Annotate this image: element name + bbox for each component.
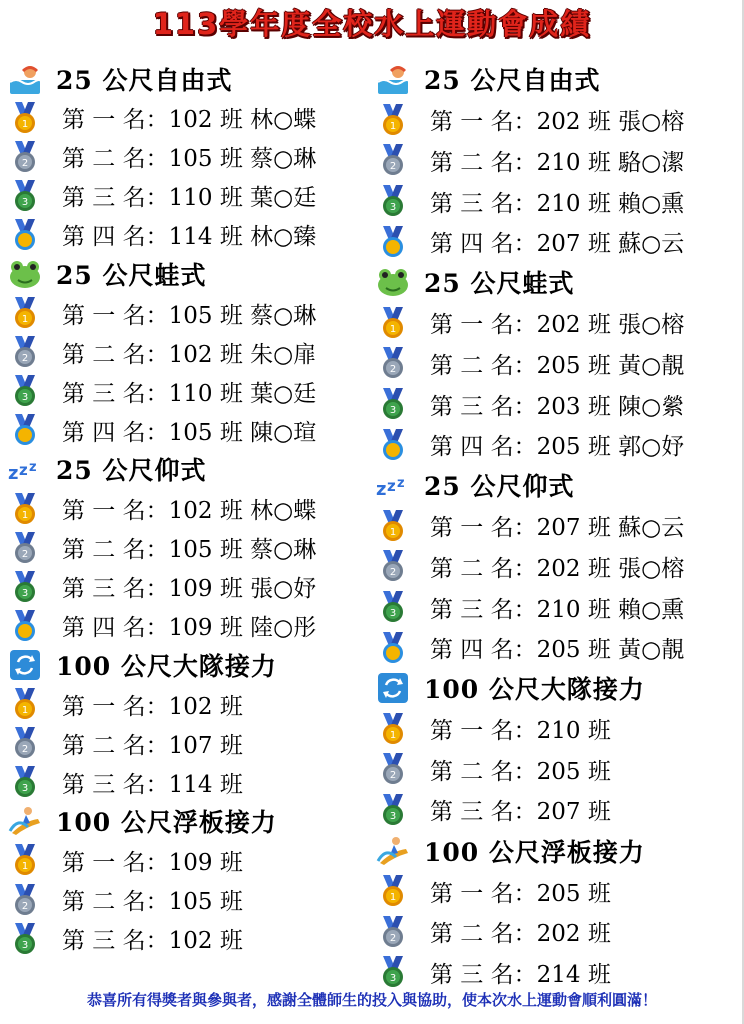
result-text: 第 一 名：109 班 (62, 849, 243, 876)
result-text: 第 四 名：205 班 黃○靚 (430, 637, 685, 664)
medal-4-icon (8, 609, 42, 643)
relay-arrows-icon (8, 648, 42, 682)
result-row (376, 140, 738, 181)
result-text: 第 三 名：203 班 陳○縈 (430, 393, 685, 420)
medal-3-icon (8, 179, 42, 213)
svg-text:1: 1 (389, 892, 397, 904)
svg-text:z: z (376, 479, 387, 498)
result-row (8, 724, 373, 763)
event-title: 25 公尺仰式 (424, 472, 575, 502)
result-row (376, 384, 738, 425)
medal-2-icon (376, 752, 410, 786)
event-title: 25 公尺自由式 (56, 65, 233, 95)
result-row (376, 749, 738, 790)
result-text: 第 三 名：102 班 (62, 928, 243, 955)
result-row (376, 587, 738, 628)
frog-icon (376, 265, 410, 299)
medal-2-icon (376, 915, 410, 949)
medal-4-icon (8, 413, 42, 447)
medal-3-icon (8, 374, 42, 408)
svg-text:3: 3 (21, 587, 29, 599)
medal-3-icon (376, 184, 410, 218)
event-heading (376, 830, 738, 871)
medal-4-icon (376, 631, 410, 665)
svg-text:2: 2 (21, 157, 29, 169)
svg-text:2: 2 (21, 548, 29, 560)
result-row (376, 627, 738, 668)
result-row (8, 137, 373, 176)
svg-text:z: z (19, 461, 28, 480)
svg-text:1: 1 (389, 323, 397, 335)
result-row (8, 372, 373, 411)
result-text: 第 二 名：107 班 (62, 732, 243, 759)
svg-text:1: 1 (389, 120, 397, 132)
result-text: 第 一 名：102 班 林○蝶 (62, 107, 317, 134)
svg-text:3: 3 (389, 973, 397, 985)
zzz-icon (376, 468, 410, 502)
medal-3-icon (376, 590, 410, 624)
result-row (8, 919, 373, 958)
result-row (376, 952, 738, 993)
medal-1-icon (8, 101, 42, 135)
medal-2-icon (376, 549, 410, 583)
medal-4-icon (376, 225, 410, 259)
result-text: 第 二 名：205 班 黃○靚 (430, 352, 685, 379)
event-heading (8, 59, 373, 98)
medal-3-icon (8, 765, 42, 799)
swimmer-icon (376, 62, 410, 96)
result-text: 第 二 名：102 班 朱○扉 (62, 341, 317, 368)
result-text: 第 一 名：102 班 林○蝶 (62, 498, 317, 525)
svg-text:2: 2 (389, 364, 397, 376)
zzz-icon (8, 452, 42, 486)
result-row (8, 880, 373, 919)
medal-1-icon (8, 687, 42, 721)
svg-text:2: 2 (21, 353, 29, 365)
result-text: 第 四 名：205 班 郭○妤 (430, 434, 685, 461)
result-row (8, 606, 373, 645)
result-text: 第 一 名：210 班 (430, 718, 611, 745)
result-text: 第 二 名：210 班 駱○潔 (430, 149, 685, 176)
results-column-left (8, 59, 373, 958)
result-text: 第 一 名：202 班 張○榕 (430, 109, 685, 136)
svg-text:3: 3 (389, 202, 397, 214)
svg-text:z: z (29, 460, 37, 476)
result-text: 第 四 名：105 班 陳○瑄 (62, 419, 317, 446)
page-title: 113學年度全校水上運動會成績 (152, 7, 592, 41)
svg-text:2: 2 (389, 161, 397, 173)
result-text: 第 三 名：110 班 葉○廷 (62, 185, 317, 212)
svg-text:1: 1 (21, 314, 29, 326)
result-row (376, 506, 738, 547)
result-row (8, 215, 373, 254)
svg-text:3: 3 (389, 608, 397, 620)
result-row (376, 181, 738, 222)
medal-4-icon (8, 218, 42, 252)
result-row (376, 709, 738, 750)
result-row (376, 790, 738, 831)
medal-2-icon (376, 143, 410, 177)
svg-text:2: 2 (389, 567, 397, 579)
result-text: 第 二 名：105 班 蔡○琳 (62, 146, 317, 173)
medal-2-icon (8, 531, 42, 565)
result-text: 第 一 名：102 班 (62, 693, 243, 720)
medal-4-icon (376, 428, 410, 462)
result-row (8, 685, 373, 724)
svg-text:3: 3 (21, 392, 29, 404)
event-title: 100 公尺浮板接力 (56, 808, 277, 838)
medal-2-icon (8, 883, 42, 917)
result-row (8, 763, 373, 802)
surfer-icon (376, 834, 410, 868)
result-row (8, 567, 373, 606)
svg-text:3: 3 (389, 810, 397, 822)
medal-3-icon (8, 570, 42, 604)
event-title: 100 公尺浮板接力 (424, 837, 645, 867)
result-text: 第 三 名：110 班 葉○廷 (62, 380, 317, 407)
medal-2-icon (8, 335, 42, 369)
result-text: 第 四 名：114 班 林○臻 (62, 224, 317, 251)
medal-3-icon (8, 922, 42, 956)
result-row (376, 100, 738, 141)
result-text: 第 四 名：109 班 陸○彤 (62, 615, 317, 642)
medal-1-icon (376, 874, 410, 908)
result-text: 第 二 名：105 班 (62, 889, 243, 916)
result-row (8, 411, 373, 450)
result-text: 第 二 名：205 班 (430, 758, 611, 785)
medal-1-icon (376, 712, 410, 746)
event-title: 25 公尺蛙式 (424, 269, 575, 299)
swimmer-icon (8, 62, 42, 96)
svg-text:1: 1 (389, 526, 397, 538)
medal-1-icon (8, 492, 42, 526)
event-heading (8, 450, 373, 489)
result-text: 第 三 名：214 班 (430, 961, 611, 988)
medal-1-icon (376, 509, 410, 543)
event-heading (376, 465, 738, 506)
event-heading (8, 802, 373, 841)
result-text: 第 一 名：105 班 蔡○琳 (62, 302, 317, 329)
result-row (376, 343, 738, 384)
svg-text:1: 1 (21, 118, 29, 130)
result-text: 第 一 名：205 班 (430, 880, 611, 907)
result-row (8, 489, 373, 528)
result-text: 第 四 名：207 班 蘇○云 (430, 231, 685, 258)
svg-text:2: 2 (21, 744, 29, 756)
congratulations-footer: 恭喜所有得獎者與參與者，感謝全體師生的投入與協助，使本次水上運動會順利圓滿！ (86, 991, 657, 1009)
result-row (376, 871, 738, 912)
svg-text:1: 1 (21, 509, 29, 521)
svg-text:2: 2 (21, 900, 29, 912)
event-heading (8, 645, 373, 684)
medal-3-icon (376, 793, 410, 827)
svg-text:3: 3 (21, 783, 29, 795)
event-title: 25 公尺自由式 (424, 66, 601, 96)
event-heading (8, 254, 373, 293)
result-row (376, 911, 738, 952)
medal-1-icon (376, 103, 410, 137)
result-row (376, 303, 738, 344)
result-text: 第 二 名：202 班 (430, 921, 611, 948)
svg-text:3: 3 (21, 939, 29, 951)
svg-text:1: 1 (21, 861, 29, 873)
frog-icon (8, 257, 42, 291)
result-row (8, 294, 373, 333)
result-text: 第 三 名：114 班 (62, 771, 243, 798)
svg-text:3: 3 (389, 405, 397, 417)
result-row (8, 841, 373, 880)
medal-2-icon (8, 726, 42, 760)
result-row (8, 333, 373, 372)
event-title: 25 公尺仰式 (56, 456, 207, 486)
medal-2-icon (8, 140, 42, 174)
event-title: 25 公尺蛙式 (56, 261, 207, 291)
result-text: 第 一 名：207 班 蘇○云 (430, 515, 685, 542)
result-text: 第 二 名：105 班 蔡○琳 (62, 537, 317, 564)
surfer-icon (8, 804, 42, 838)
event-title: 100 公尺大隊接力 (424, 675, 645, 705)
result-row (8, 528, 373, 567)
event-heading (376, 262, 738, 303)
result-text: 第 三 名：210 班 賴○熏 (430, 190, 685, 217)
result-text: 第 三 名：207 班 (430, 799, 611, 826)
relay-arrows-icon (376, 671, 410, 705)
result-row (8, 98, 373, 137)
svg-text:1: 1 (389, 729, 397, 741)
result-row (376, 424, 738, 465)
medal-1-icon (376, 306, 410, 340)
result-text: 第 一 名：202 班 張○榕 (430, 312, 685, 339)
medal-3-icon (376, 955, 410, 989)
medal-3-icon (376, 387, 410, 421)
event-heading (376, 668, 738, 709)
svg-text:2: 2 (389, 932, 397, 944)
svg-text:3: 3 (21, 196, 29, 208)
medal-2-icon (376, 346, 410, 380)
svg-text:z: z (397, 476, 405, 492)
svg-text:2: 2 (389, 770, 397, 782)
svg-text:1: 1 (21, 705, 29, 717)
svg-text:z: z (8, 463, 19, 482)
medal-1-icon (8, 843, 42, 877)
event-title: 100 公尺大隊接力 (56, 651, 277, 681)
result-row (376, 221, 738, 262)
medal-1-icon (8, 296, 42, 330)
result-row (8, 176, 373, 215)
result-text: 第 二 名：202 班 張○榕 (430, 555, 685, 582)
svg-text:z: z (387, 477, 396, 496)
result-row (376, 546, 738, 587)
results-column-right (376, 59, 738, 993)
event-heading (376, 59, 738, 100)
result-text: 第 三 名：210 班 賴○熏 (430, 596, 685, 623)
result-text: 第 三 名：109 班 張○妤 (62, 576, 317, 603)
